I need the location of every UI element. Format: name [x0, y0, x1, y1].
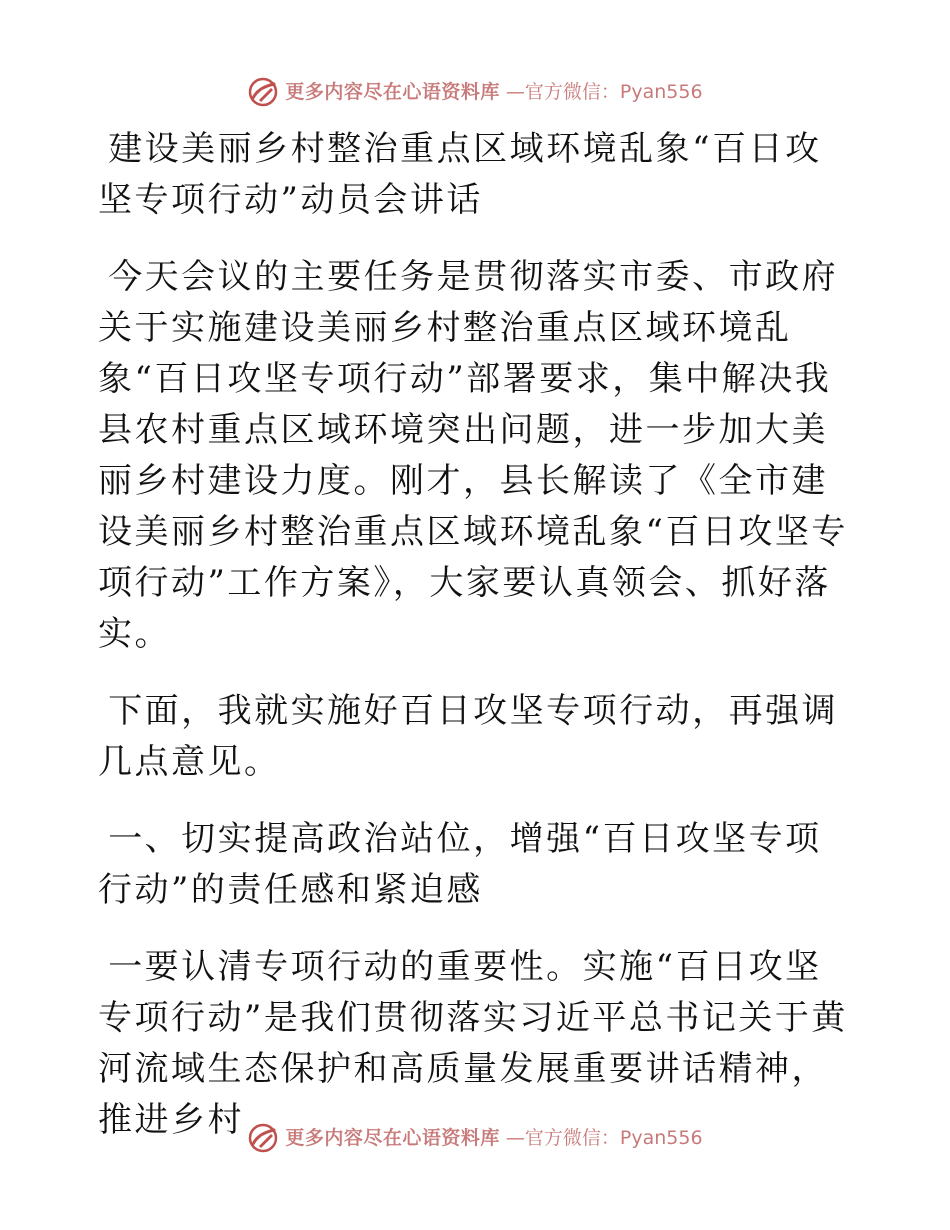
- document-title: 建设美丽乡村整治重点区域环境乱象“百日攻坚专项行动”动员会讲话: [98, 129, 822, 220]
- footer-watermark-banner: [0, 1118, 950, 1158]
- section-heading-one: 一、切实提高政治站位，增强“百日攻坚专项行动”的责任感和紧迫感: [98, 819, 822, 910]
- banner-brand-text: 更多内容尽在心语资料库: [285, 1127, 500, 1149]
- banner-brand-text: 更多内容尽在心语资料库: [285, 81, 500, 103]
- paragraph-intro: 今天会议的主要任务是贯彻落实市委、市政府关于实施建设美丽乡村整治重点区域环境乱象“百日攻坚专项行动”部署要求，集中解决我县农村重点区域环境突出问题，进一步加大美丽乡村建设力度。刚才，县长解读了《全市建设美丽乡村整治重点区域环境乱象“百日攻坚专项行动”工作方案》，大家要认真领会、抓好落实。: [98, 257, 848, 654]
- paragraph-point-one: 一要认清专项行动的重要性。实施“百日攻坚专项行动”是我们贯彻落实习近平总书记关于黄河流域生态保护和高质量发展重要讲话精神，推进乡村: [98, 947, 848, 1140]
- pen-logo-icon: [247, 76, 279, 108]
- paragraph-transition: 下面，我就实施好百日攻坚专项行动，再强调几点意见。: [98, 691, 839, 782]
- pen-logo-icon: [247, 1122, 279, 1154]
- document-body: [98, 124, 858, 1172]
- banner-official-account-text: —官方微信：Pyan556: [505, 81, 703, 103]
- banner-official-account-text: —官方微信：Pyan556: [505, 1127, 703, 1149]
- header-watermark-banner: [0, 72, 950, 112]
